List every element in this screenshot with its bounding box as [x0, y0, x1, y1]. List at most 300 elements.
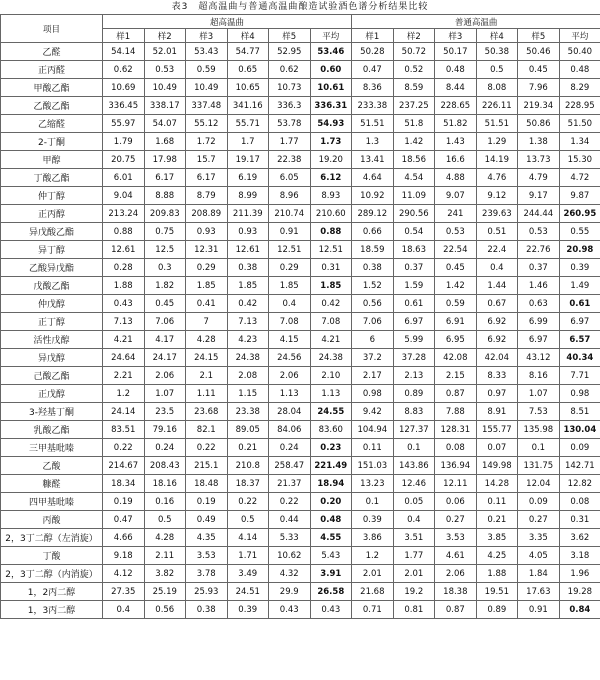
table-cell: 7.53 [518, 403, 560, 421]
table-cell: 12.82 [559, 475, 600, 493]
table-cell: 13.23 [352, 475, 394, 493]
table-cell: 5.43 [310, 547, 352, 565]
table-cell: 0.16 [144, 493, 186, 511]
table-cell: 209.83 [144, 205, 186, 223]
table-cell: 6.97 [559, 313, 600, 331]
table-cell: 23.68 [186, 403, 228, 421]
table-cell: 6.99 [518, 313, 560, 331]
table-cell: 7.13 [103, 313, 145, 331]
table-cell: 0.11 [476, 493, 518, 511]
table-cell: 8.96 [269, 187, 311, 205]
table-cell: 4.64 [352, 169, 394, 187]
table-cell: 130.04 [559, 421, 600, 439]
table-cell: 24.64 [103, 349, 145, 367]
table-cell: 4.23 [227, 331, 269, 349]
table-row [1, 133, 600, 151]
row-label: 四甲基吡嗪 [1, 493, 103, 511]
table-cell: 215.1 [186, 457, 228, 475]
table-row [1, 331, 600, 349]
table-cell: 1.34 [559, 133, 600, 151]
table-cell: 10.61 [310, 79, 352, 97]
column-header-super-sample-4: 样4 [227, 29, 269, 43]
table-cell: 0.42 [227, 295, 269, 313]
table-cell: 336.31 [310, 97, 352, 115]
table-cell: 2.06 [269, 367, 311, 385]
table-cell: 0.38 [352, 259, 394, 277]
table-cell: 0.3 [144, 259, 186, 277]
table-cell: 1.82 [144, 277, 186, 295]
table-cell: 40.34 [559, 349, 600, 367]
table-row [1, 475, 600, 493]
table-cell: 1.46 [518, 277, 560, 295]
table-cell: 0.48 [559, 61, 600, 79]
table-cell: 12.31 [186, 241, 228, 259]
table-cell: 6.05 [269, 169, 311, 187]
table-cell: 12.04 [518, 475, 560, 493]
table-cell: 24.38 [310, 349, 352, 367]
table-cell: 1.15 [227, 385, 269, 403]
table-cell: 50.28 [352, 43, 394, 61]
table-cell: 51.51 [476, 115, 518, 133]
table-cell: 3.18 [559, 547, 600, 565]
table-cell: 82.1 [186, 421, 228, 439]
table-cell: 1.59 [393, 277, 435, 295]
table-cell: 2.01 [352, 565, 394, 583]
data-table [0, 14, 600, 619]
table-cell: 12.46 [393, 475, 435, 493]
table-cell: 0.21 [476, 511, 518, 529]
table-row [1, 115, 600, 133]
table-cell: 6.95 [435, 331, 477, 349]
table-cell: 0.29 [186, 259, 228, 277]
table-cell: 4.79 [518, 169, 560, 187]
table-row [1, 493, 600, 511]
table-cell: 0.51 [476, 223, 518, 241]
table-cell: 18.37 [227, 475, 269, 493]
table-cell: 12.5 [144, 241, 186, 259]
table-row [1, 547, 600, 565]
row-label: 甲酸乙酯 [1, 79, 103, 97]
table-cell: 290.56 [393, 205, 435, 223]
table-cell: 0.22 [227, 493, 269, 511]
row-label: 异戊酸乙酯 [1, 223, 103, 241]
table-cell: 79.16 [144, 421, 186, 439]
table-cell: 0.62 [269, 61, 311, 79]
table-cell: 213.24 [103, 205, 145, 223]
table-cell: 18.38 [435, 583, 477, 601]
table-body [1, 43, 600, 619]
table-cell: 210.8 [227, 457, 269, 475]
table-cell: 127.37 [393, 421, 435, 439]
table-cell: 208.89 [186, 205, 228, 223]
table-row [1, 565, 600, 583]
table-cell: 26.58 [310, 583, 352, 601]
table-cell: 19.51 [476, 583, 518, 601]
table-cell: 8.16 [518, 367, 560, 385]
table-cell: 233.38 [352, 97, 394, 115]
table-cell: 3.35 [518, 529, 560, 547]
table-cell: 10.49 [186, 79, 228, 97]
table-cell: 8.88 [144, 187, 186, 205]
table-cell: 0.09 [518, 493, 560, 511]
table-cell: 53.78 [269, 115, 311, 133]
table-cell: 2.10 [310, 367, 352, 385]
table-cell: 25.93 [186, 583, 228, 601]
table-cell: 0.38 [186, 601, 228, 619]
table-cell: 52.01 [144, 43, 186, 61]
table-cell: 0.24 [269, 439, 311, 457]
column-header-normal-sample-3: 样3 [435, 29, 477, 43]
table-cell: 1.29 [476, 133, 518, 151]
table-cell: 241 [435, 205, 477, 223]
table-cell: 43.12 [518, 349, 560, 367]
table-cell: 214.67 [103, 457, 145, 475]
table-cell: 52.95 [269, 43, 311, 61]
table-row [1, 403, 600, 421]
table-cell: 50.38 [476, 43, 518, 61]
row-label: 1，3丙二醇 [1, 601, 103, 619]
table-cell: 0.07 [476, 439, 518, 457]
table-cell: 0.89 [476, 601, 518, 619]
table-cell: 0.22 [186, 439, 228, 457]
table-cell: 0.48 [435, 61, 477, 79]
table-cell: 4.15 [269, 331, 311, 349]
table-cell: 0.28 [103, 259, 145, 277]
table-cell: 4.72 [559, 169, 600, 187]
row-label: 2，3丁二醇（左消旋） [1, 529, 103, 547]
table-cell: 1.85 [186, 277, 228, 295]
table-row [1, 295, 600, 313]
table-cell: 1.13 [310, 385, 352, 403]
table-cell: 10.92 [352, 187, 394, 205]
table-cell: 4.66 [103, 529, 145, 547]
table-cell: 2.06 [144, 367, 186, 385]
row-label: 丙酸 [1, 511, 103, 529]
table-cell: 9.17 [518, 187, 560, 205]
table-cell: 51.82 [435, 115, 477, 133]
table-cell: 12.11 [435, 475, 477, 493]
table-cell: 0.98 [352, 385, 394, 403]
column-header-super-sample-2: 样2 [144, 29, 186, 43]
table-cell: 6.92 [476, 313, 518, 331]
table-cell: 1.44 [476, 277, 518, 295]
table-cell: 17.98 [144, 151, 186, 169]
table-cell: 83.51 [103, 421, 145, 439]
table-cell: 0.43 [269, 601, 311, 619]
table-cell: 16.6 [435, 151, 477, 169]
table-cell: 11.09 [393, 187, 435, 205]
table-cell: 151.03 [352, 457, 394, 475]
table-cell: 0.08 [435, 439, 477, 457]
table-caption: 表3 超高温曲与普通高温曲酿造试验酒色谱分析结果比较 [171, 2, 429, 12]
table-cell: 7.96 [518, 79, 560, 97]
table-cell: 18.16 [144, 475, 186, 493]
table-cell: 0.67 [476, 295, 518, 313]
table-cell: 0.08 [559, 493, 600, 511]
table-cell: 0.27 [518, 511, 560, 529]
table-cell: 1.7 [227, 133, 269, 151]
table-cell: 54.14 [103, 43, 145, 61]
table-cell: 0.59 [435, 295, 477, 313]
row-label: 丁酸乙酯 [1, 169, 103, 187]
table-cell: 6.97 [393, 313, 435, 331]
table-row [1, 367, 600, 385]
table-cell: 18.48 [186, 475, 228, 493]
table-cell: 0.93 [227, 223, 269, 241]
table-cell: 89.05 [227, 421, 269, 439]
table-cell: 0.75 [144, 223, 186, 241]
table-cell: 23.38 [227, 403, 269, 421]
table-cell: 0.91 [269, 223, 311, 241]
table-cell: 9.07 [435, 187, 477, 205]
table-cell: 14.19 [476, 151, 518, 169]
table-cell: 1.52 [352, 277, 394, 295]
table-cell: 18.56 [393, 151, 435, 169]
table-cell: 239.63 [476, 205, 518, 223]
table-cell: 6.12 [310, 169, 352, 187]
table-cell: 0.89 [393, 385, 435, 403]
table-cell: 6 [352, 331, 394, 349]
table-cell: 0.1 [518, 439, 560, 457]
column-header-normal-average: 平均 [559, 29, 600, 43]
header-group-normal-high-temp: 普通高温曲 [352, 15, 600, 29]
table-cell: 1.07 [144, 385, 186, 403]
table-row [1, 421, 600, 439]
table-cell: 29.9 [269, 583, 311, 601]
table-cell: 0.84 [559, 601, 600, 619]
table-cell: 7.71 [559, 367, 600, 385]
table-cell: 0.11 [352, 439, 394, 457]
row-label: 异丁醇 [1, 241, 103, 259]
table-cell: 22.38 [269, 151, 311, 169]
table-cell: 221.49 [310, 457, 352, 475]
table-cell: 22.76 [518, 241, 560, 259]
table-cell: 0.97 [476, 385, 518, 403]
table-cell: 0.65 [227, 61, 269, 79]
table-cell: 6.97 [518, 331, 560, 349]
table-cell: 0.4 [269, 295, 311, 313]
table-cell: 0.56 [144, 601, 186, 619]
table-cell: 338.17 [144, 97, 186, 115]
table-cell: 3.82 [144, 565, 186, 583]
table-cell: 336.3 [269, 97, 311, 115]
table-cell: 0.20 [310, 493, 352, 511]
row-label: 2，3丁二醇（内消旋） [1, 565, 103, 583]
table-cell: 135.98 [518, 421, 560, 439]
table-cell: 0.21 [227, 439, 269, 457]
table-cell: 0.52 [393, 61, 435, 79]
table-row [1, 601, 600, 619]
row-label: 丁酸 [1, 547, 103, 565]
table-cell: 0.43 [310, 601, 352, 619]
table-cell: 0.23 [310, 439, 352, 457]
table-cell: 19.28 [559, 583, 600, 601]
row-label: 正丙醛 [1, 61, 103, 79]
table-cell: 1.13 [269, 385, 311, 403]
table-cell: 2.08 [227, 367, 269, 385]
table-cell: 0.41 [186, 295, 228, 313]
table-cell: 1.2 [103, 385, 145, 403]
table-cell: 50.46 [518, 43, 560, 61]
table-cell: 7.06 [352, 313, 394, 331]
table-cell: 8.33 [476, 367, 518, 385]
row-label: 1，2丙二醇 [1, 583, 103, 601]
table-cell: 258.47 [269, 457, 311, 475]
table-cell: 4.32 [269, 565, 311, 583]
table-cell: 4.55 [310, 529, 352, 547]
table-cell: 24.17 [144, 349, 186, 367]
table-cell: 24.55 [310, 403, 352, 421]
table-row [1, 241, 600, 259]
table-cell: 4.76 [476, 169, 518, 187]
table-cell: 4.05 [518, 547, 560, 565]
table-row [1, 97, 600, 115]
table-cell: 0.53 [144, 61, 186, 79]
table-cell: 1.3 [352, 133, 394, 151]
table-cell: 42.04 [476, 349, 518, 367]
row-label: 仲丁醇 [1, 187, 103, 205]
table-cell: 0.63 [518, 295, 560, 313]
table-cell: 0.39 [352, 511, 394, 529]
table-cell: 0.37 [393, 259, 435, 277]
table-cell: 13.41 [352, 151, 394, 169]
header-group-super-high-temp: 超高温曲 [103, 15, 352, 29]
table-cell: 0.49 [186, 511, 228, 529]
table-cell: 0.42 [310, 295, 352, 313]
table-cell: 10.62 [269, 547, 311, 565]
column-header-normal-sample-4: 样4 [476, 29, 518, 43]
table-cell: 155.77 [476, 421, 518, 439]
table-cell: 0.39 [559, 259, 600, 277]
table-cell: 0.55 [559, 223, 600, 241]
table-cell: 15.7 [186, 151, 228, 169]
table-cell: 0.1 [393, 439, 435, 457]
table-cell: 210.74 [269, 205, 311, 223]
table-cell: 9.42 [352, 403, 394, 421]
table-cell: 50.17 [435, 43, 477, 61]
table-cell: 4.88 [435, 169, 477, 187]
row-label: 2-丁酮 [1, 133, 103, 151]
table-cell: 1.88 [103, 277, 145, 295]
table-cell: 84.06 [269, 421, 311, 439]
table-cell: 21.37 [269, 475, 311, 493]
header-item: 项目 [1, 15, 103, 43]
table-cell: 83.60 [310, 421, 352, 439]
table-cell: 4.21 [310, 331, 352, 349]
table-cell: 54.93 [310, 115, 352, 133]
table-cell: 0.81 [393, 601, 435, 619]
table-cell: 211.39 [227, 205, 269, 223]
table-cell: 337.48 [186, 97, 228, 115]
table-cell: 0.4 [393, 511, 435, 529]
table-cell: 2.1 [186, 367, 228, 385]
table-cell: 37.28 [393, 349, 435, 367]
table-cell: 104.94 [352, 421, 394, 439]
table-row [1, 277, 600, 295]
table-cell: 2.13 [393, 367, 435, 385]
table-cell: 0.39 [227, 601, 269, 619]
table-cell: 0.4 [103, 601, 145, 619]
table-cell: 2.11 [144, 547, 186, 565]
table-cell: 0.29 [269, 259, 311, 277]
table-cell: 4.17 [144, 331, 186, 349]
table-cell: 1.85 [310, 277, 352, 295]
table-cell: 143.86 [393, 457, 435, 475]
table-cell: 289.12 [352, 205, 394, 223]
table-cell: 8.51 [559, 403, 600, 421]
table-cell: 1.42 [393, 133, 435, 151]
table-cell: 0.24 [144, 439, 186, 457]
table-cell: 6.19 [227, 169, 269, 187]
column-header-super-average: 平均 [310, 29, 352, 43]
table-cell: 4.25 [476, 547, 518, 565]
table-cell: 8.83 [393, 403, 435, 421]
table-cell: 0.4 [476, 259, 518, 277]
table-cell: 341.16 [227, 97, 269, 115]
table-row [1, 187, 600, 205]
table-cell: 228.65 [435, 97, 477, 115]
table-cell: 18.94 [310, 475, 352, 493]
row-label: 乙酸异戊酯 [1, 259, 103, 277]
table-cell: 1.38 [518, 133, 560, 151]
table-cell: 128.31 [435, 421, 477, 439]
table-row [1, 151, 600, 169]
table-cell: 1.07 [518, 385, 560, 403]
table-cell: 0.66 [352, 223, 394, 241]
table-cell: 0.45 [518, 61, 560, 79]
table-cell: 0.53 [518, 223, 560, 241]
table-cell: 7.13 [227, 313, 269, 331]
table-cell: 0.22 [269, 493, 311, 511]
table-cell: 8.36 [352, 79, 394, 97]
table-cell: 0.56 [352, 295, 394, 313]
table-cell: 2.17 [352, 367, 394, 385]
row-label: 仲戊醇 [1, 295, 103, 313]
table-cell: 0.59 [186, 61, 228, 79]
table-cell: 1.84 [518, 565, 560, 583]
table-cell: 50.72 [393, 43, 435, 61]
table-cell: 0.93 [186, 223, 228, 241]
table-row [1, 43, 600, 61]
row-label: 乙酸 [1, 457, 103, 475]
table-cell: 0.47 [103, 511, 145, 529]
row-label: 活性戊醇 [1, 331, 103, 349]
table-cell: 0.1 [352, 493, 394, 511]
row-label: 乙缩醛 [1, 115, 103, 133]
table-cell: 9.04 [103, 187, 145, 205]
table-row [1, 169, 600, 187]
table-cell: 0.09 [559, 439, 600, 457]
table-cell: 25.19 [144, 583, 186, 601]
table-cell: 1.43 [435, 133, 477, 151]
table-cell: 260.95 [559, 205, 600, 223]
table-cell: 55.12 [186, 115, 228, 133]
table-cell: 2.21 [103, 367, 145, 385]
table-cell: 19.17 [227, 151, 269, 169]
table-cell: 3.53 [186, 547, 228, 565]
table-cell: 1.71 [227, 547, 269, 565]
table-cell: 0.87 [435, 385, 477, 403]
table-cell: 0.54 [393, 223, 435, 241]
table-cell: 0.45 [144, 295, 186, 313]
table-cell: 8.99 [227, 187, 269, 205]
row-label: 正丁醇 [1, 313, 103, 331]
table-cell: 10.49 [144, 79, 186, 97]
table-cell: 1.73 [310, 133, 352, 151]
table-cell: 23.5 [144, 403, 186, 421]
table-cell: 0.98 [559, 385, 600, 403]
row-label: 正丙醇 [1, 205, 103, 223]
